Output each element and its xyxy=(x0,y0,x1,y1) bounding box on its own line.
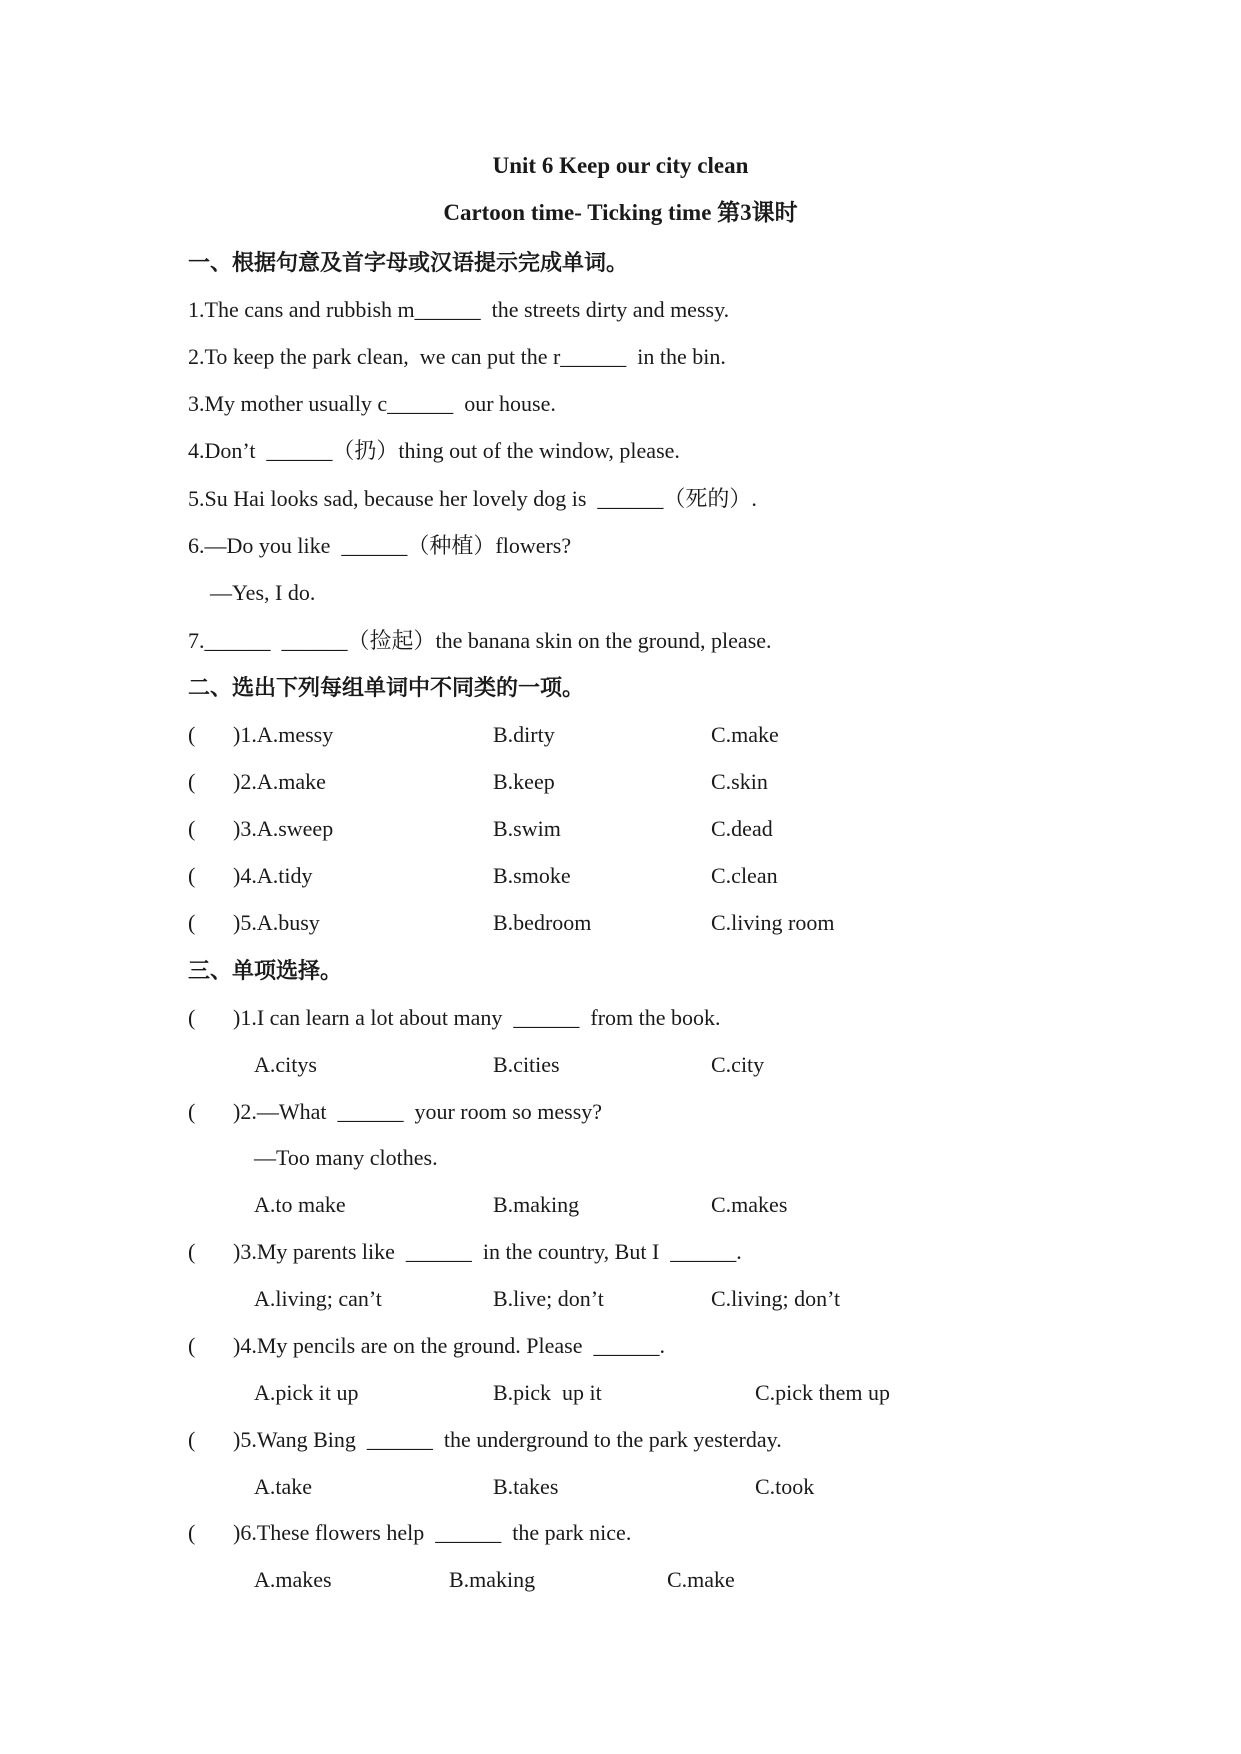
fill-in-item: 6.—Do you like ______（种植）flowers? xyxy=(188,533,572,558)
option-b: B.cities xyxy=(493,1052,560,1077)
option-b: B.takes xyxy=(493,1474,559,1499)
section-3-heading: 三、单项选择。 xyxy=(188,958,343,983)
option-c: C.pick them up xyxy=(755,1380,891,1405)
option-c: C.dead xyxy=(711,816,773,841)
question-stem: )5.Wang Bing ______ the underground to the park yesterday. xyxy=(233,1427,782,1452)
answer-paren: ( xyxy=(188,1427,196,1452)
answer-paren: ( xyxy=(188,722,196,747)
option-a: )5.A.busy xyxy=(233,910,320,935)
option-c: C.living; don’t xyxy=(711,1286,841,1311)
option-c: C.skin xyxy=(711,769,768,794)
page-subtitle: Cartoon time- Ticking time 第3课时 xyxy=(443,200,798,225)
option-a: A.to make xyxy=(254,1192,346,1217)
section-2-heading: 二、选出下列每组单词中不同类的一项。 xyxy=(188,675,585,700)
option-b: B.dirty xyxy=(493,722,555,747)
answer-paren: ( xyxy=(188,1520,196,1545)
fill-in-item: 3.My mother usually c______ our house. xyxy=(188,391,556,416)
option-b: B.swim xyxy=(493,816,561,841)
question-stem: )6.These flowers help ______ the park nice. xyxy=(233,1520,632,1545)
option-b: B.making xyxy=(493,1192,580,1217)
option-c: C.make xyxy=(667,1567,735,1592)
section-1-heading: 一、根据句意及首字母或汉语提示完成单词。 xyxy=(188,250,629,275)
option-b: B.keep xyxy=(493,769,555,794)
option-a: )2.A.make xyxy=(233,769,326,794)
answer-paren: ( xyxy=(188,1239,196,1264)
option-a: A.living; can’t xyxy=(254,1286,382,1311)
option-a: )4.A.tidy xyxy=(233,863,313,888)
option-b: B.live; don’t xyxy=(493,1286,604,1311)
question-stem: )1.I can learn a lot about many ______ from the book. xyxy=(233,1005,721,1030)
option-c: C.took xyxy=(755,1474,815,1499)
answer-paren: ( xyxy=(188,910,196,935)
option-c: C.city xyxy=(711,1052,765,1077)
answer-paren: ( xyxy=(188,816,196,841)
option-a: A.citys xyxy=(254,1052,317,1077)
question-stem: )2.—What ______ your room so messy? xyxy=(233,1099,603,1124)
option-b: B.bedroom xyxy=(493,910,592,935)
option-b: B.making xyxy=(449,1567,536,1592)
answer-paren: ( xyxy=(188,1099,196,1124)
option-c: C.clean xyxy=(711,863,778,888)
question-reply: —Too many clothes. xyxy=(254,1145,438,1170)
option-a: A.pick it up xyxy=(254,1380,359,1405)
option-c: C.living room xyxy=(711,910,835,935)
question-stem: )4.My pencils are on the ground. Please ______. xyxy=(233,1333,665,1358)
fill-in-answer-line: —Yes, I do. xyxy=(210,580,316,605)
answer-paren: ( xyxy=(188,1333,196,1358)
option-a: A.makes xyxy=(254,1567,332,1592)
option-c: C.make xyxy=(711,722,779,747)
option-a: )1.A.messy xyxy=(233,722,334,747)
answer-paren: ( xyxy=(188,769,196,794)
answer-paren: ( xyxy=(188,863,196,888)
fill-in-item: 5.Su Hai looks sad, because her lovely dog is ______（死的）. xyxy=(188,486,757,511)
fill-in-item: 2.To keep the park clean, we can put the r______ in the bin. xyxy=(188,344,726,369)
fill-in-item: 7.______ ______（捡起）the banana skin on the ground, please. xyxy=(188,628,772,653)
option-b: B.pick up it xyxy=(493,1380,602,1405)
option-b: B.smoke xyxy=(493,863,571,888)
fill-in-item: 4.Don’t ______（扔）thing out of the window, please. xyxy=(188,438,680,463)
option-a: A.take xyxy=(254,1474,313,1499)
page-title: Unit 6 Keep our city clean xyxy=(492,153,749,178)
option-c: C.makes xyxy=(711,1192,788,1217)
option-a: )3.A.sweep xyxy=(233,816,334,841)
answer-paren: ( xyxy=(188,1005,196,1030)
fill-in-item: 1.The cans and rubbish m______ the streets dirty and messy. xyxy=(188,297,730,322)
question-stem: )3.My parents like ______ in the country, But I ______. xyxy=(233,1239,742,1264)
